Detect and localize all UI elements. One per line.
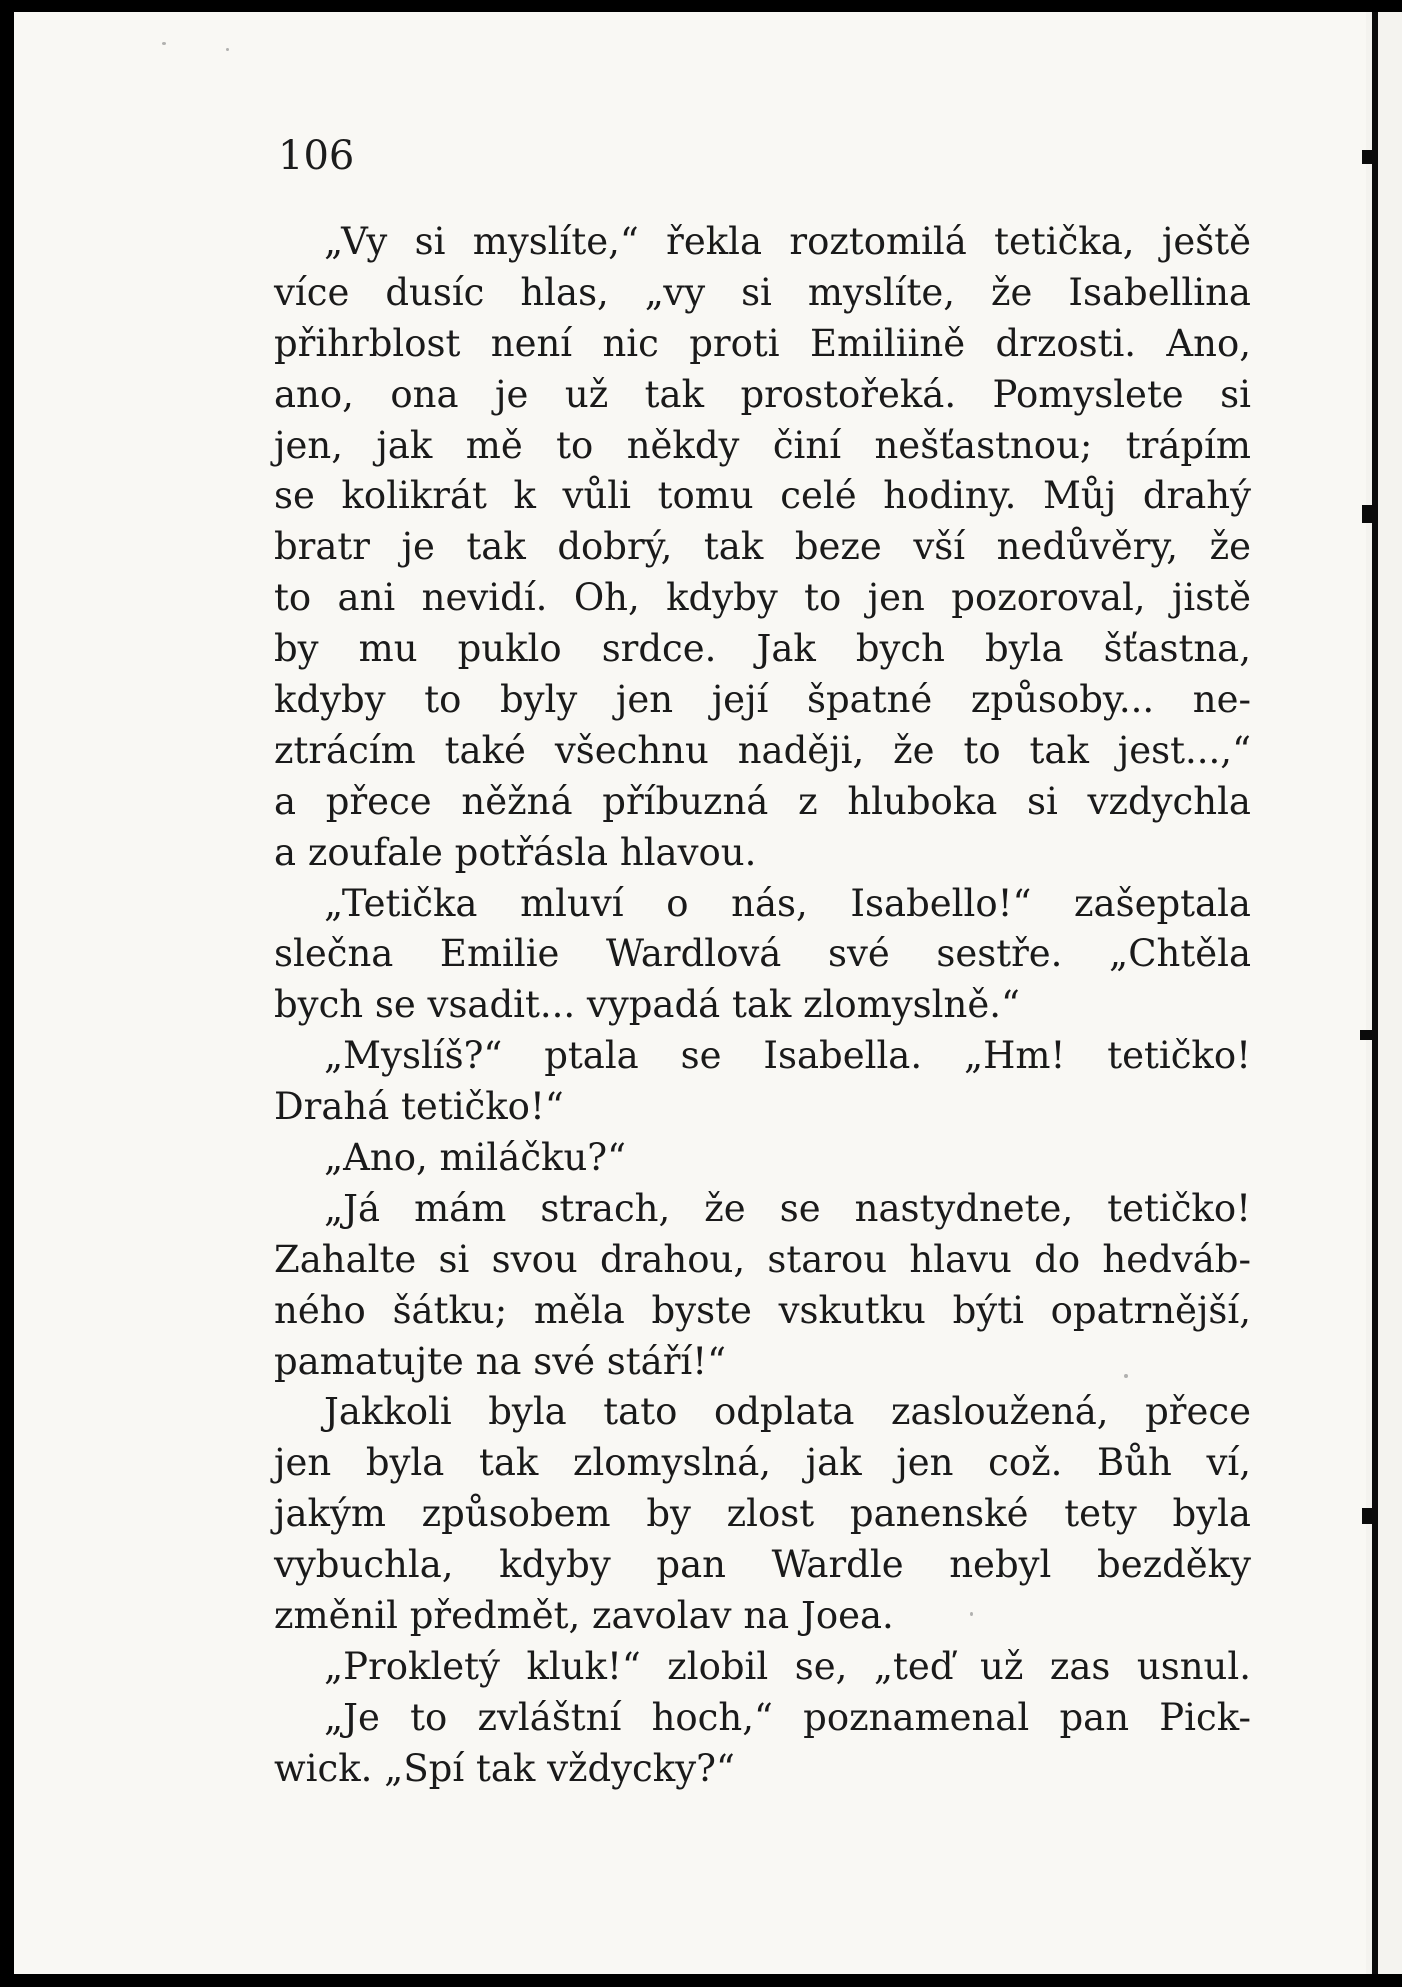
text-line: „Ano, miláčku?“ (324, 1136, 627, 1180)
text-line: jen byla tak zlomyslná, jak jen což. Bůh ví, (274, 1441, 1251, 1485)
text-line: „Myslíš?“ ptala se Isabella. „Hm! tetičko! (324, 1034, 1251, 1078)
text-line: jakým způsobem by zlost panenské tety byla (274, 1492, 1251, 1536)
text-line: a přece něžná příbuzná z hluboka si vzdychla (274, 779, 1251, 823)
text-line: Jakkoli byla tato odplata zasloužená, přece (324, 1390, 1251, 1434)
text-line: by mu puklo srdce. Jak bych byla šťastna, (274, 627, 1251, 671)
text-line: wick. „Spí tak vždycky?“ (274, 1746, 735, 1790)
text-line: pamatujte na své stáří!“ (274, 1339, 727, 1383)
binding-notch (1362, 505, 1374, 523)
binding-rule (1372, 12, 1378, 1974)
text-line: ztrácím také všechnu naději, že to tak jest...,“ (274, 728, 1251, 772)
text-line: Drahá tetičko!“ (274, 1085, 564, 1129)
text-line: slečna Emilie Wardlová své sestře. „Chtěla (274, 932, 1251, 976)
binding-notch (1362, 1508, 1374, 1524)
text-line: ného šátku; měla byste vskutku býti opatrnější, (274, 1288, 1251, 1332)
body-text (274, 217, 1251, 1795)
text-line: ano, ona je už tak prostořeká. Pomyslete si (274, 372, 1251, 416)
paper-speck (162, 42, 166, 45)
text-line: jen, jak mě to někdy činí nešťastnou; trápím (274, 423, 1251, 467)
text-line: „Vy si myslíte,“ řekla roztomilá tetička, ještě (324, 220, 1251, 263)
text-line: se kolikrát k vůli tomu celé hodiny. Můj drahý (274, 474, 1251, 518)
binding-notch (1362, 150, 1374, 164)
text-line: „Prokletý kluk!“ zlobil se, „teď už zas usnul. (324, 1644, 1251, 1688)
book-page (14, 12, 1366, 1974)
page-number: 106 (278, 133, 355, 179)
text-line: bratr je tak dobrý, tak beze vší nedůvěry, že (274, 525, 1251, 569)
text-line: přihrblost není nic proti Emiliině drzosti. Ano, (274, 321, 1251, 365)
text-line: „Je to zvláštní hoch,“ poznamenal pan Pick- (324, 1695, 1251, 1739)
binding-notch (1360, 1030, 1374, 1040)
paper-speck (970, 1612, 973, 1616)
text-line: více dusíc hlas, „vy si myslíte, že Isabellina (274, 270, 1251, 314)
text-line: a zoufale potřásla hlavou. (274, 830, 757, 874)
paper-speck (226, 48, 229, 51)
text-line: kdyby to byly jen její špatné způsoby... ne- (274, 678, 1251, 722)
text-line: to ani nevidí. Oh, kdyby to jen pozoroval, jistě (274, 576, 1251, 620)
text-line: změnil předmět, zavolav na Joea. (274, 1594, 894, 1638)
text-line: Zahalte si svou drahou, starou hlavu do hedváb- (274, 1237, 1251, 1281)
text-line: „Tetička mluví o nás, Isabello!“ zašeptala (324, 881, 1251, 925)
text-line: „Já mám strach, že se nastydnete, tetičko! (324, 1186, 1251, 1230)
paper-speck (1124, 1374, 1128, 1378)
text-line: bych se vsadit... vypadá tak zlomyslně.“ (274, 983, 1020, 1027)
text-line: vybuchla, kdyby pan Wardle nebyl bezděky (274, 1543, 1251, 1587)
